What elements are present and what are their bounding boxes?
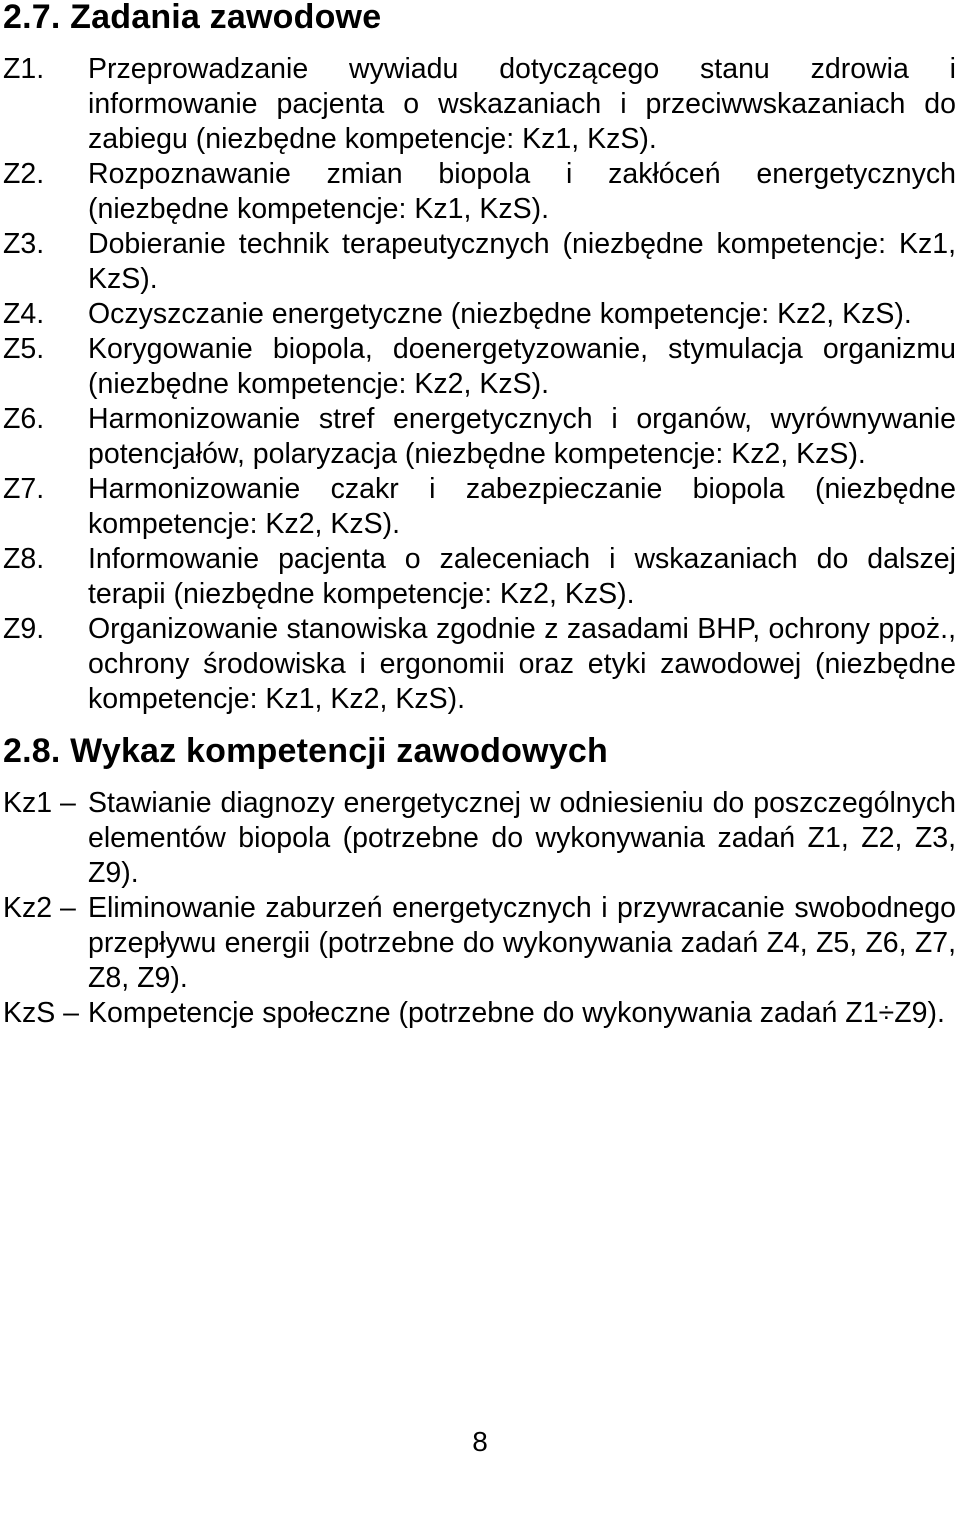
- task-text: Harmonizowanie stref energetycznych i organów, wyrównywanie potencjałów, polaryzacja (niezbędne kompetencje: Kz2, KzS).: [88, 403, 956, 470]
- task-item: [0, 612, 960, 717]
- task-code: Z5.: [3, 333, 45, 365]
- task-text: Korygowanie biopola, doenergetyzowanie, stymulacja organizmu (niezbędne kompetencje: Kz2, KzS).: [88, 333, 956, 400]
- task-code: Z6.: [3, 403, 45, 435]
- task-code: Z1.: [3, 53, 45, 85]
- task-text: Oczyszczanie energetyczne (niezbędne kompetencje: Kz2, KzS).: [88, 298, 912, 330]
- task-item: [0, 332, 960, 402]
- task-item: [0, 542, 960, 612]
- task-text: Przeprowadzanie wywiadu dotyczącego stanu zdrowia i informowanie pacjenta o wskazaniach i przeciwwskazaniach do zabiegu (niezbędne kompetencje: Kz1, KzS).: [88, 53, 956, 155]
- task-code: Z8.: [3, 543, 45, 575]
- competency-code: Kz2 –: [3, 892, 76, 924]
- task-item: [0, 472, 960, 542]
- competency-code: KzS –: [3, 997, 80, 1029]
- task-text: Organizowanie stanowiska zgodnie z zasadami BHP, ochrony ppoż., ochrony środowiska i ergonomii oraz etyki zawodowej (niezbędne kompetencje: Kz1, Kz2, KzS).: [88, 613, 956, 715]
- task-item: [0, 297, 960, 332]
- task-item: [0, 52, 960, 157]
- page-number: 8: [472, 1426, 488, 1457]
- task-item: [0, 402, 960, 472]
- task-item: [0, 157, 960, 227]
- competency-item: [0, 891, 960, 996]
- task-text: Dobieranie technik terapeutycznych (niezbędne kompetencje: Kz1, KzS).: [88, 228, 956, 295]
- competency-list: [0, 786, 960, 1031]
- task-text: Rozpoznawanie zmian biopola i zakłóceń energetycznych (niezbędne kompetencje: Kz1, KzS).: [88, 158, 956, 225]
- competency-text: Stawianie diagnozy energetycznej w odniesieniu do poszczególnych elementów biopola (potrzebne do wykonywania zadań Z1, Z2, Z3, Z9).: [88, 787, 956, 889]
- task-code: Z7.: [3, 473, 45, 505]
- task-text: Informowanie pacjenta o zaleceniach i wskazaniach do dalszej terapii (niezbędne kompetencje: Kz2, KzS).: [88, 543, 956, 610]
- task-code: Z4.: [3, 298, 45, 330]
- section-heading-competencies: 2.8. Wykaz kompetencji zawodowych: [3, 732, 608, 770]
- task-code: Z9.: [3, 613, 45, 645]
- task-text: Harmonizowanie czakr i zabezpieczanie biopola (niezbędne kompetencje: Kz2, KzS).: [88, 473, 956, 540]
- competency-item: [0, 786, 960, 891]
- task-code: Z2.: [3, 158, 45, 190]
- competency-item: [0, 996, 960, 1031]
- section-heading-tasks: 2.7. Zadania zawodowe: [3, 0, 382, 36]
- task-item: [0, 227, 960, 297]
- task-list: [0, 52, 960, 717]
- competency-text: Eliminowanie zaburzeń energetycznych i przywracanie swobodnego przepływu energii (potrzebne do wykonywania zadań Z4, Z5, Z6, Z7, Z8, Z9).: [88, 892, 956, 994]
- competency-text: Kompetencje społeczne (potrzebne do wykonywania zadań Z1÷Z9).: [88, 997, 945, 1029]
- task-code: Z3.: [3, 228, 45, 260]
- competency-code: Kz1 –: [3, 787, 76, 819]
